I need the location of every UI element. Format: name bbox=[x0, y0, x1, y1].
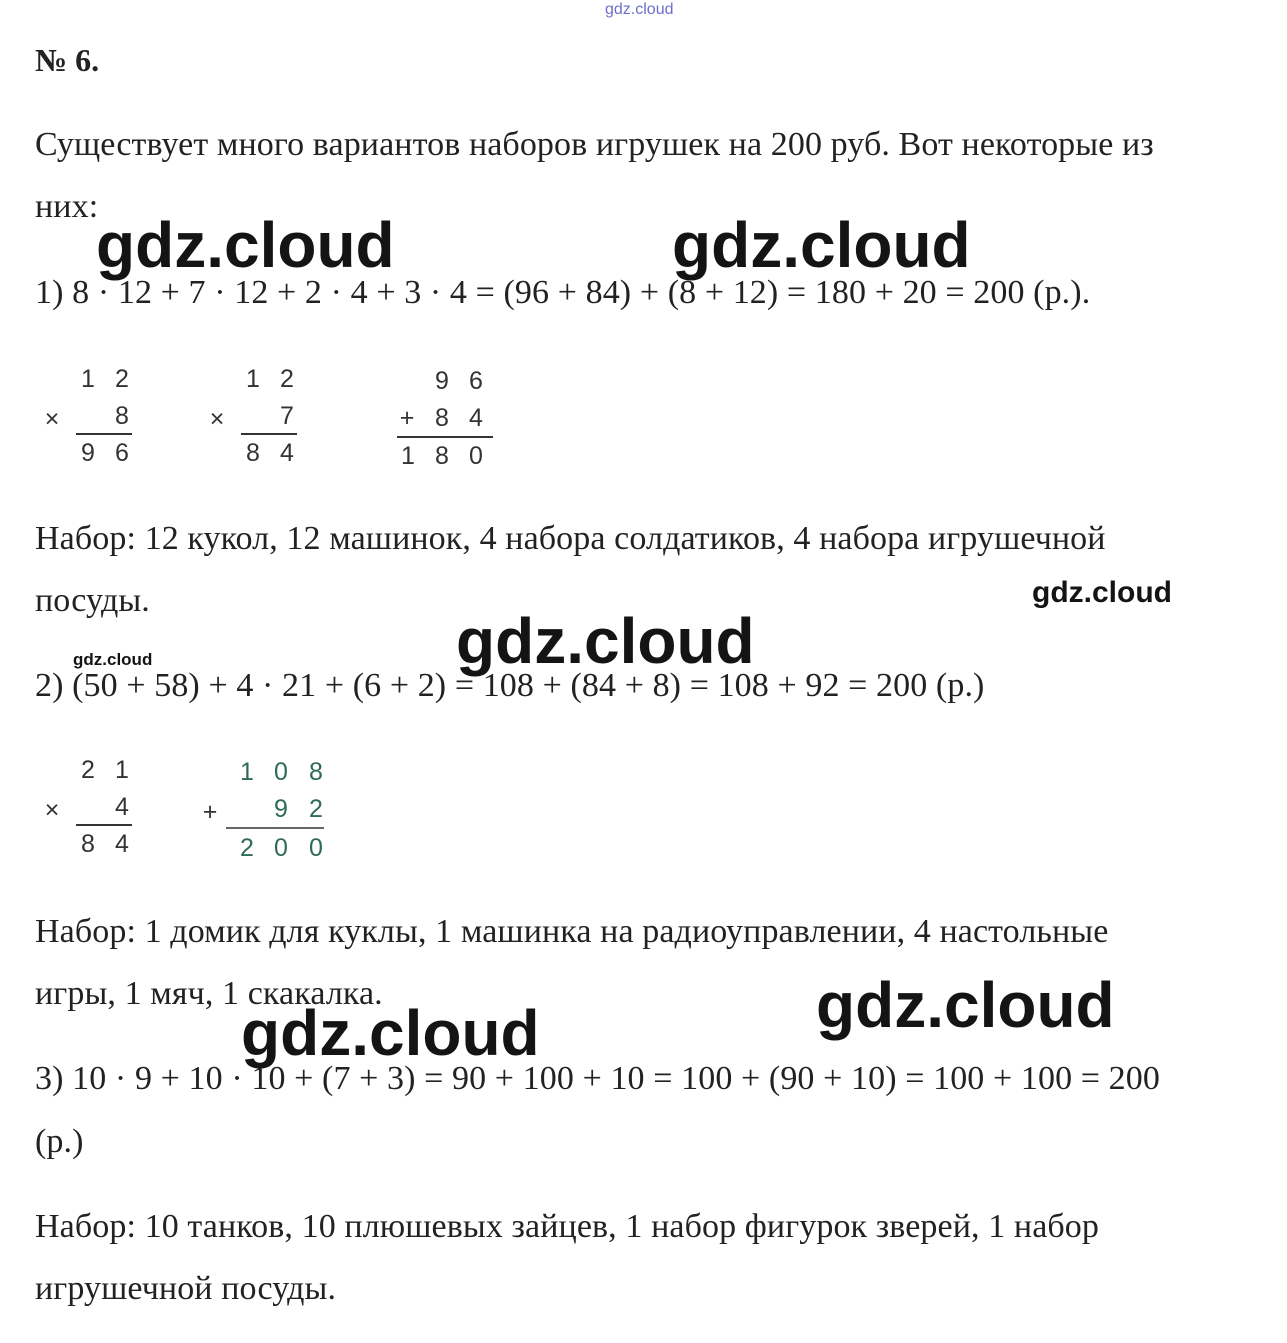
digit: 2 bbox=[81, 756, 95, 784]
variant-3-set-line-1: Набор: 10 танков, 10 плюшевых зайцев, 1 набор фигурок зверей, 1 набор bbox=[35, 1208, 1100, 1245]
multiply-sign: × bbox=[44, 796, 60, 824]
digit: 7 bbox=[280, 402, 294, 430]
digit: 4 bbox=[469, 404, 483, 432]
digit: 8 bbox=[115, 402, 129, 430]
digit: 8 bbox=[246, 439, 260, 467]
digit: 8 bbox=[81, 830, 95, 858]
plus-sign: + bbox=[202, 798, 218, 826]
digit: 0 bbox=[274, 834, 288, 862]
problem-number: № 6. bbox=[35, 42, 100, 78]
variant-2-set-line-2: игры, 1 мяч, 1 скакалка. bbox=[35, 975, 383, 1012]
variant-3-expression-line-1: 3) 10 · 9 + 10 · 10 + (7 + 3) = 90 + 100 + 10 = 100 + (90 + 10) = 100 + 100 = 200 bbox=[35, 1060, 1160, 1097]
digit: 8 bbox=[435, 442, 449, 470]
calc-divider bbox=[397, 436, 493, 438]
digit: 0 bbox=[309, 834, 323, 862]
digit: 6 bbox=[469, 367, 483, 395]
watermark: gdz.cloud bbox=[96, 209, 395, 281]
watermark: gdz.cloud bbox=[816, 969, 1115, 1041]
digit: 2 bbox=[240, 834, 254, 862]
intro-line-2: них: bbox=[35, 188, 99, 225]
watermark: gdz.cloud bbox=[73, 650, 153, 669]
digit: 2 bbox=[309, 795, 323, 823]
multiply-sign: × bbox=[44, 405, 60, 433]
calc-divider bbox=[226, 827, 324, 829]
variant-2-expression: 2) (50 + 58) + 4 · 21 + (6 + 2) = 108 + (84 + 8) = 108 + 92 = 200 (р.) bbox=[35, 667, 985, 704]
digit: 8 bbox=[435, 404, 449, 432]
watermark: gdz.cloud bbox=[1032, 576, 1172, 609]
watermark: gdz.cloud bbox=[672, 209, 971, 281]
variant-3-expression-line-2: (р.) bbox=[35, 1123, 84, 1160]
variant-1-expression: 1) 8 · 12 + 7 · 12 + 2 · 4 + 3 · 4 = (96 + 84) + (8 + 12) = 180 + 20 = 200 (р.). bbox=[35, 274, 1091, 311]
variant-1-set-line-1: Набор: 12 кукол, 12 машинок, 4 набора солдатиков, 4 набора игрушечной bbox=[35, 520, 1106, 557]
plus-sign: + bbox=[399, 404, 415, 432]
digit: 1 bbox=[115, 756, 129, 784]
digit: 9 bbox=[435, 367, 449, 395]
digit: 9 bbox=[81, 439, 95, 467]
variant-3-set-line-2: игрушечной посуды. bbox=[35, 1270, 337, 1307]
watermark-top: gdz.cloud bbox=[605, 1, 674, 18]
calc-divider bbox=[76, 433, 132, 435]
calc-divider bbox=[241, 433, 297, 435]
digit: 1 bbox=[401, 442, 415, 470]
digit: 0 bbox=[469, 442, 483, 470]
variant-1-set-line-2: посуды. bbox=[35, 582, 150, 619]
variant-2-set-line-1: Набор: 1 домик для куклы, 1 машинка на радиоуправлении, 4 настольные bbox=[35, 913, 1109, 950]
multiply-sign: × bbox=[209, 405, 225, 433]
digit: 1 bbox=[81, 365, 95, 393]
digit: 2 bbox=[115, 365, 129, 393]
digit: 6 bbox=[115, 439, 129, 467]
digit: 9 bbox=[274, 795, 288, 823]
digit: 4 bbox=[115, 793, 129, 821]
watermark: gdz.cloud bbox=[241, 997, 540, 1069]
digit: 0 bbox=[274, 758, 288, 786]
digit: 4 bbox=[115, 830, 129, 858]
watermark: gdz.cloud bbox=[456, 605, 755, 677]
digit: 1 bbox=[246, 365, 260, 393]
digit: 2 bbox=[280, 365, 294, 393]
digit: 1 bbox=[240, 758, 254, 786]
digit: 4 bbox=[280, 439, 294, 467]
digit: 8 bbox=[309, 758, 323, 786]
intro-line-1: Существует много вариантов наборов игрушек на 200 руб. Вот некоторые из bbox=[35, 126, 1154, 163]
calc-divider bbox=[76, 824, 132, 826]
